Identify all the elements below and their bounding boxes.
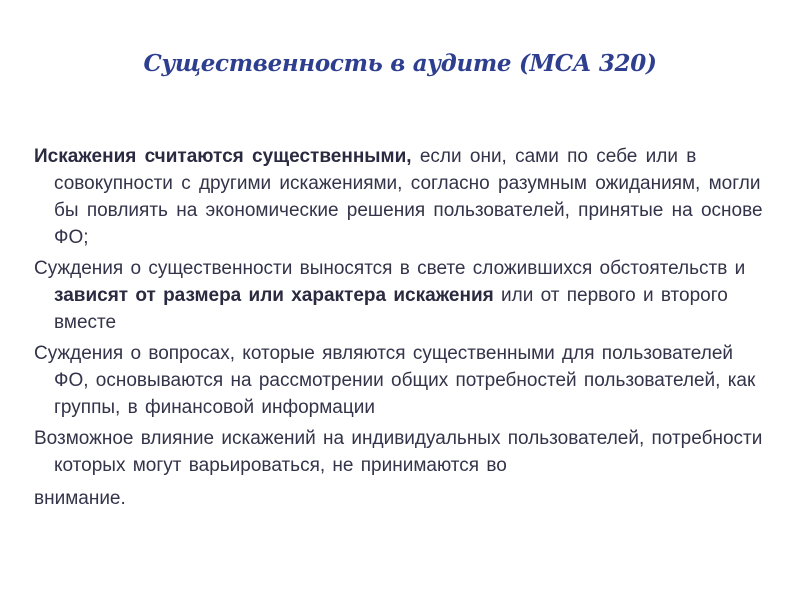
slide-title: Существенность в аудите (МСА 320) [143,50,657,77]
paragraph-user-needs [34,340,774,421]
paragraph-text-after: или от первого и второго вместе [54,285,728,333]
slide-body [34,143,774,516]
paragraph-text: Возможное влияние искажений на индивидуальных пользователей, потребности которых могут варьироваться, не принимаются во [34,428,763,476]
paragraph-text-before: Суждения о существенности выносятся в свете сложившихся обстоятельств и [34,258,746,279]
paragraph-materiality-judgements [34,255,774,336]
paragraph-individual-users [34,425,774,512]
paragraph-text: Суждения о вопросах, которые являются существенными для пользователей ФО, основываются на рассмотрении общих потребностей пользователей, как группы, в финансовой информации [34,343,756,418]
paragraph-text: если они, сами по себе или в совокупности с другими искажениями, согласно разумным ожиданиям, могли бы повлиять на экономические решения пользователей, принятые на основе ФО; [54,146,763,248]
paragraph-text-last: внимание. [34,488,126,509]
bold-emphasis: зависят от размера или характера искажения [54,285,494,306]
bold-definition: Искажения считаются существенными, [34,146,412,167]
paragraph-material-misstatements [34,143,774,251]
